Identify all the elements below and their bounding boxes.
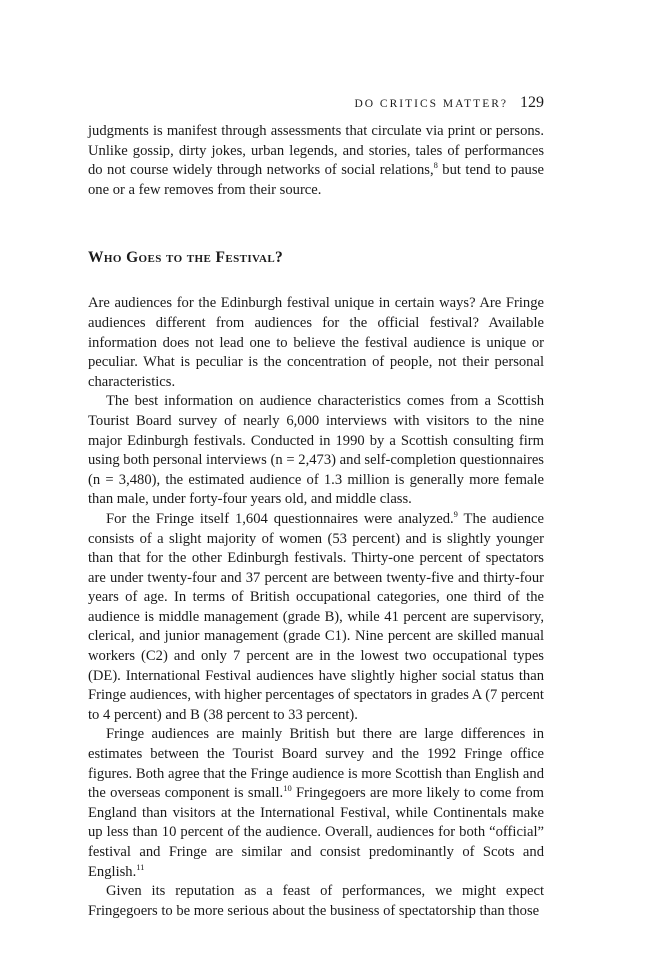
paragraph-text: but tend to pause one or a few removes from their source. bbox=[88, 162, 544, 198]
paragraph-text: Fringe audiences are mainly British but there are large differences in estimates between the Tourist Board survey and the 1992 Fringe office figures. Both agree that the Fringe audience is more Scottish than English and the overseas component is small. bbox=[88, 726, 544, 802]
running-head bbox=[88, 94, 544, 113]
paragraph-text: Are audiences for the Edinburgh festival unique in certain ways? Are Fringe audiences different from audiences for the official festival? Available information does not lead one to believe the festival audience is unique or peculiar. What is peculiar is the concentration of people, not their personal characteristics. bbox=[88, 295, 544, 390]
running-head-title: DO CRITICS MATTER? bbox=[354, 98, 508, 110]
section-heading: Who Goes to the Festival? bbox=[88, 249, 284, 267]
footnote-marker: 9 bbox=[453, 508, 458, 519]
paragraph-continued bbox=[88, 122, 544, 200]
footnote-marker: 11 bbox=[136, 861, 145, 872]
paragraph bbox=[88, 294, 544, 392]
paragraph-text: The best information on audience characteristics comes from a Scottish Tourist Board survey of nearly 6,000 interviews with visitors to the nine major Edinburgh festivals. Conducted in 1990 by a Scottish consulting firm using both personal interviews (n = 2,473) and self-completion questionnaires (n = 3,480), the estimated audience of 1.3 million is generally more female than male, under forty-four years old, and middle class. bbox=[88, 393, 544, 508]
paragraph-text: The audience consists of a slight majority of women (53 percent) and is slightly younger than that for the other Edinburgh festivals. Thirty-one percent of spectators are under twenty-four and 37 percent are between twenty-five and thirty-four years of age. In terms of British occupational categories, one third of the audience is middle management (grade B), while 41 percent are supervisory, clerical, and junior management (grade C1). Nine percent are skilled manual workers (C2) and only 7 percent are in the lowest two occupational types (DE). International Festival audiences have slightly higher social status than Fringe audiences, with higher percentages of spectators in grades A (7 percent to 4 percent) and B (38 percent to 33 percent). bbox=[88, 510, 544, 723]
paragraph-text: Fringegoers are more likely to come from England than visitors at the International Festival, while Continentals make up less than 10 percent of the audience. Overall, audiences for both “official” festival and Fringe are similar and consist predominantly of Scots and English. bbox=[88, 785, 545, 880]
paragraph bbox=[88, 392, 544, 510]
page-number: 129 bbox=[520, 94, 544, 111]
paragraph-text: judgments is manifest through assessments that circulate via print or persons. Unlike gossip, dirty jokes, urban legends, and stories, tales of performances do not course widely through networks of social relations, bbox=[88, 123, 544, 179]
section-spacer bbox=[88, 268, 544, 294]
footnote-marker: 10 bbox=[283, 783, 292, 794]
paragraph-text: For the Fringe itself 1,604 questionnaires were analyzed. bbox=[106, 510, 454, 527]
paragraph bbox=[88, 725, 544, 882]
paragraph bbox=[88, 882, 544, 921]
paragraph bbox=[88, 510, 544, 726]
paragraph-text: Given its reputation as a feast of performances, we might expect Fringegoers to be more serious about the business of spectatorship than those bbox=[88, 883, 544, 919]
body-text bbox=[88, 122, 544, 921]
footnote-marker: 8 bbox=[433, 160, 438, 171]
section-spacer bbox=[88, 200, 544, 248]
